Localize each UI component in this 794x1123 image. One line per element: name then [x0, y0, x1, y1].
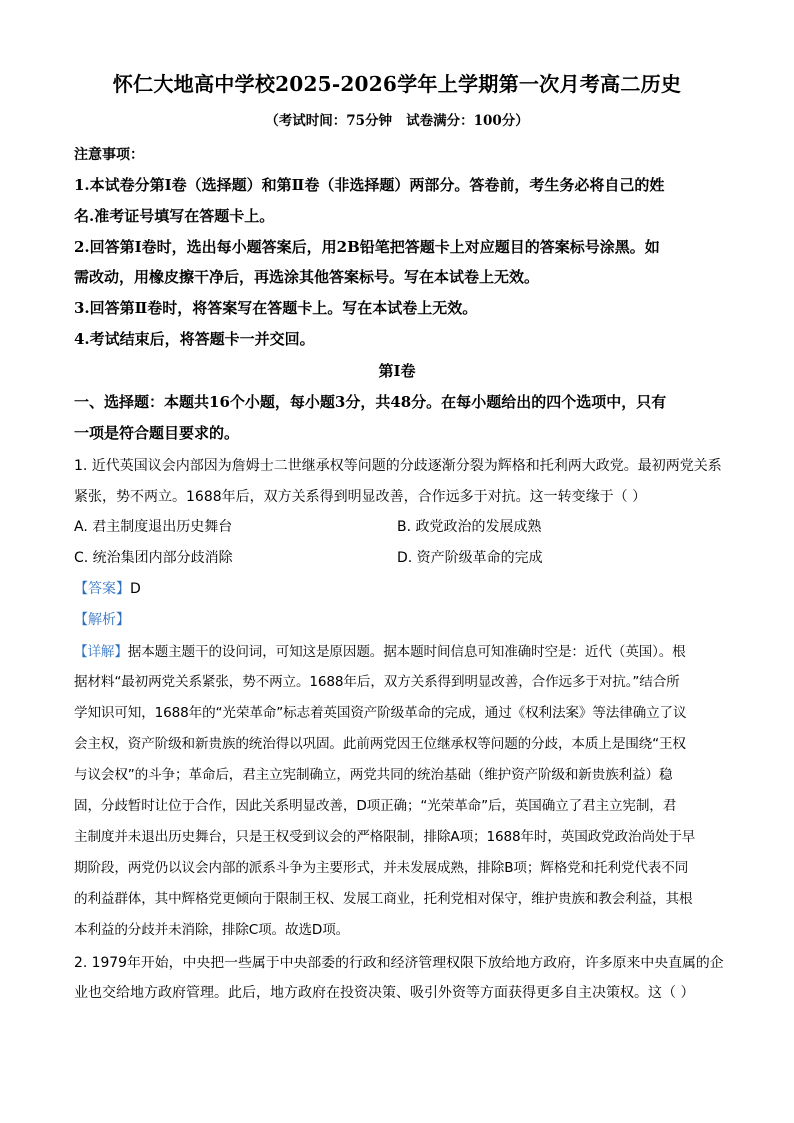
- section-instruction: 一项是符合题目要求的。: [74, 424, 240, 442]
- question-1-stem: 1. 近代英国议会内部因为詹姆士二世继承权等问题的分歧逐渐分裂为辉格和托利两大政党。最初两党关系: [74, 458, 722, 474]
- exam-subtitle: （考试时间：75分钟 试卷满分：100分）: [265, 113, 529, 129]
- note-line: 1.本试卷分第Ⅰ卷（选择题）和第Ⅱ卷（非选择题）两部分。答卷前，考生务必将自己的姓: [74, 176, 665, 194]
- analysis-label: 【解析】: [74, 612, 130, 628]
- note-line: 2.回答第Ⅰ卷时，选出每小题答案后，用2B铅笔把答题卡上对应题目的答案标号涂黑。如: [74, 238, 660, 256]
- answer-value: D: [130, 581, 141, 597]
- explanation-line: 与议会权”的斗争；革命后，君主立宪制确立，两党共同的统治基础（维护资产阶级和新贵族利益）稳: [74, 767, 673, 783]
- section-instruction: 一、选择题：本题共16个小题，每小题3分，共48分。在每小题给出的四个选项中，只有: [74, 393, 667, 411]
- note-line: 4.考试结束后，将答题卡一并交回。: [74, 330, 315, 348]
- explanation-line: 主制度并未退出历史舞台，只是王权受到议会的严格限制，排除A项；1688年时，英国政党政治尚处于早: [74, 829, 696, 845]
- answer-line: [74, 578, 141, 598]
- answer-label: 【答案】: [74, 581, 130, 597]
- explanation-line: 本利益的分歧并未消除，排除C项。故选D项。: [74, 922, 350, 938]
- question-2-stem: 2. 1979年开始，中央把一些属于中央部委的行政和经济管理权限下放给地方政府，许多原来中央直属的企: [74, 955, 724, 971]
- note-line: 需改动，用橡皮擦干净后，再选涂其他答案标号。写在本试卷上无效。: [74, 268, 540, 286]
- option-a: A. 君主制度退出历史舞台: [74, 519, 233, 535]
- note-line: 3.回答第Ⅱ卷时，将答案写在答题卡上。写在本试卷上无效。: [74, 299, 478, 317]
- option-b: B. 政党政治的发展成熟: [397, 519, 542, 535]
- explanation-line: 学知识可知，1688年的“光荣革命”标志着英国资产阶级革命的完成，通过《权利法案》等法律确立了议: [74, 705, 687, 721]
- volume-heading: 第Ⅰ卷: [378, 362, 416, 380]
- question-1-stem: 紧张，势不两立。1688年后，双方关系得到明显改善，合作远多于对抗。这一转变缘于（ ）: [74, 489, 647, 505]
- explanation-line: 的利益群体，其中辉格党更倾向于限制王权、发展工商业，托利党相对保守，维护贵族和教会利益，其根: [74, 891, 693, 907]
- exam-title: 怀仁大地高中学校2025-2026学年上学期第一次月考高二历史: [112, 72, 682, 96]
- explanation-line: [74, 640, 686, 660]
- explanation-line: 据材料“最初两党关系紧张，势不两立。1688年后，双方关系得到明显改善，合作远多于对抗。”结合所: [74, 674, 680, 690]
- note-line: 名.准考证号填写在答题卡上。: [74, 207, 275, 225]
- question-2-stem: 业也交给地方政府管理。此后，地方政府在投资决策、吸引外资等方面获得更多自主决策权。这（ ）: [74, 985, 695, 1001]
- option-d: D. 资产阶级革命的完成: [397, 550, 543, 566]
- detail-label: 【详解】: [74, 644, 128, 660]
- explanation-line: 会主权，资产阶级和新贵族的统治得以巩固。此前两党因王位继承权等问题的分歧，本质上是围绕“王权: [74, 736, 686, 752]
- option-c: C. 统治集团内部分歧消除: [74, 550, 233, 566]
- explanation-line: 期阶段，两党仍以议会内部的派系斗争为主要形式，并未发展成熟，排除B项；辉格党和托利党代表不同: [74, 860, 689, 876]
- notes-heading: 注意事项：: [74, 147, 144, 163]
- explanation-text: 据本题主题干的设问词，可知这是原因题。据本题时间信息可知准确时空是：近代（英国）。根: [127, 644, 686, 660]
- explanation-line: 固，分歧暂时让位于合作，因此关系明显改善，D项正确；“光荣革命”后，英国确立了君主立宪制，君: [74, 798, 677, 814]
